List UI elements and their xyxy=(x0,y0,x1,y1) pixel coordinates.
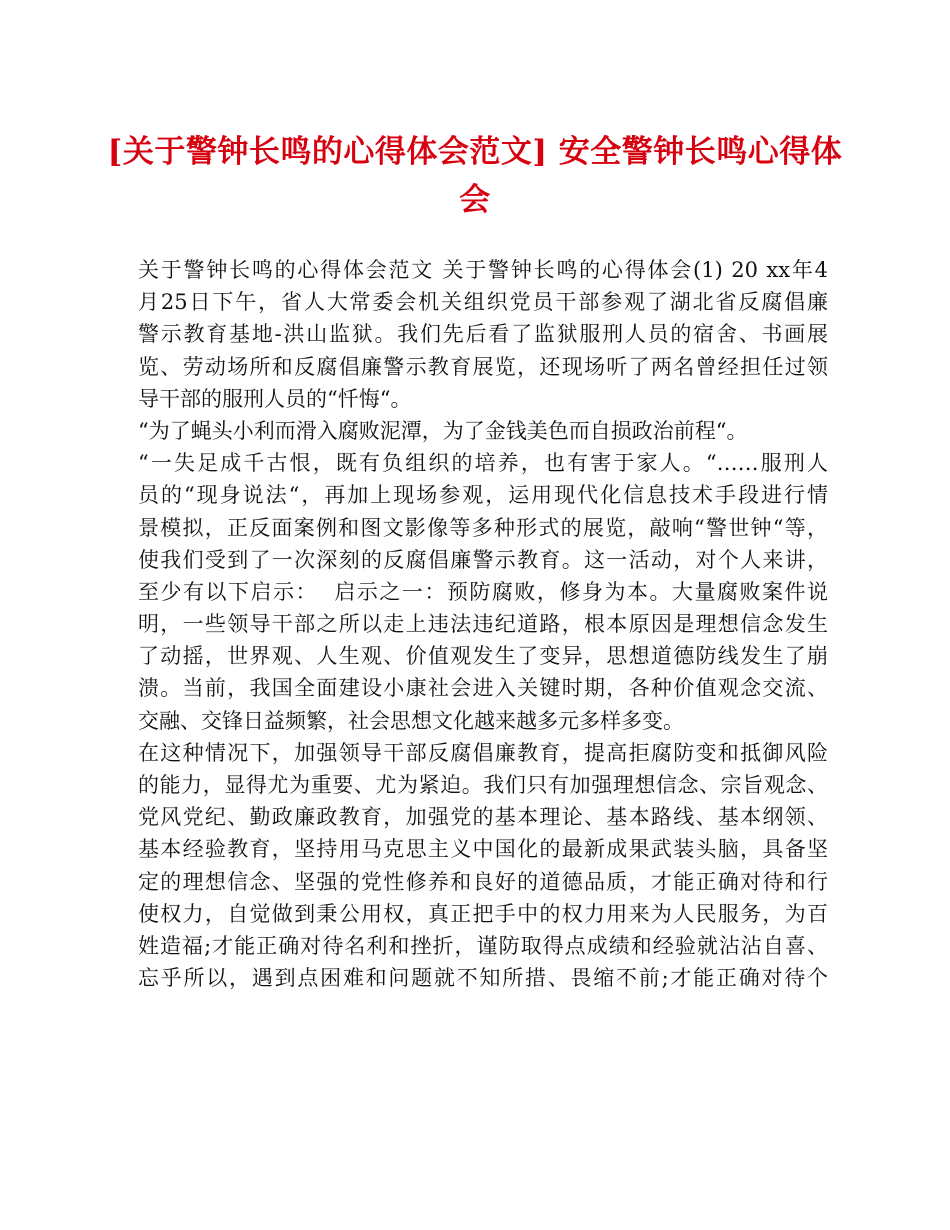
body-line: 至少有以下启示： 启示之一：预防腐败，修身为本。大量腐败案件说 xyxy=(138,579,828,604)
body-line: 姓造福;才能正确对待名利和挫折，谨防取得点成绩和经验就沾沾自喜、 xyxy=(138,933,828,958)
body-line: 景模拟，正反面案例和图文影像等多种形式的展览，敲响“警世钟“等， xyxy=(138,515,828,540)
document-body xyxy=(138,254,828,994)
body-line: 在这种情况下，加强领导干部反腐倡廉教育，提高拒腐防变和抵御风险 xyxy=(138,740,828,765)
body-line: 党风党纪、勤政廉政教育，加强党的基本理论、基本路线、基本纲领、 xyxy=(138,805,828,830)
body-line: 警示教育基地-洪山监狱。我们先后看了监狱服刑人员的宿舍、书画展 xyxy=(138,322,828,347)
body-line: 关于警钟长鸣的心得体会范文 关于警钟长鸣的心得体会(1) 20 xx年4 xyxy=(138,258,828,282)
title-line-1: [关于警钟长鸣的心得体会范文] 安全警钟长鸣心得体 xyxy=(107,134,843,170)
body-line: 使权力，自觉做到秉公用权，真正把手中的权力用来为人民服务，为百 xyxy=(138,901,828,926)
body-line: 忘乎所以，遇到点困难和问题就不知所措、畏缩不前;才能正确对待个 xyxy=(138,966,828,991)
body-line: 交融、交锋日益频繁，社会思想文化越来越多元多样多变。 xyxy=(138,708,684,733)
body-line: 了动摇，世界观、人生观、价值观发生了变异，思想道德防线发生了崩 xyxy=(138,644,828,669)
body-line: “一失足成千古恨，既有负组织的培养，也有害于家人。“……服刑人 xyxy=(138,451,828,476)
body-line: 明，一些领导干部之所以走上违法违纪道路，根本原因是理想信念发生 xyxy=(138,612,828,637)
body-line: 溃。当前，我国全面建设小康社会进入关键时期，各种价值观念交流、 xyxy=(138,676,828,701)
body-line: 员的“现身说法“，再加上现场参观，运用现代化信息技术手段进行情 xyxy=(138,483,828,508)
body-line: 览、劳动场所和反腐倡廉警示教育展览，还现场听了两名曾经担任过领 xyxy=(138,354,828,379)
body-line: 的能力，显得尤为重要、尤为紧迫。我们只有加强理想信念、宗旨观念、 xyxy=(138,773,828,797)
body-line: 基本经验教育，坚持用马克思主义中国化的最新成果武装头脑，具备坚 xyxy=(138,837,828,862)
body-line: 定的理想信念、坚强的党性修养和良好的道德品质，才能正确对待和行 xyxy=(138,869,828,894)
body-line: 导干部的服刑人员的“忏悔“。 xyxy=(138,386,412,411)
body-line: “为了蝇头小利而滑入腐败泥潭，为了金钱美色而自损政治前程“。 xyxy=(138,418,748,443)
body-line: 月25日下午，省人大常委会机关组织党员干部参观了湖北省反腐倡廉 xyxy=(138,290,828,315)
document-title xyxy=(100,128,850,224)
title-line-2: 会 xyxy=(459,182,491,218)
body-line: 使我们受到了一次深刻的反腐倡廉警示教育。这一活动，对个人来讲， xyxy=(138,547,828,572)
